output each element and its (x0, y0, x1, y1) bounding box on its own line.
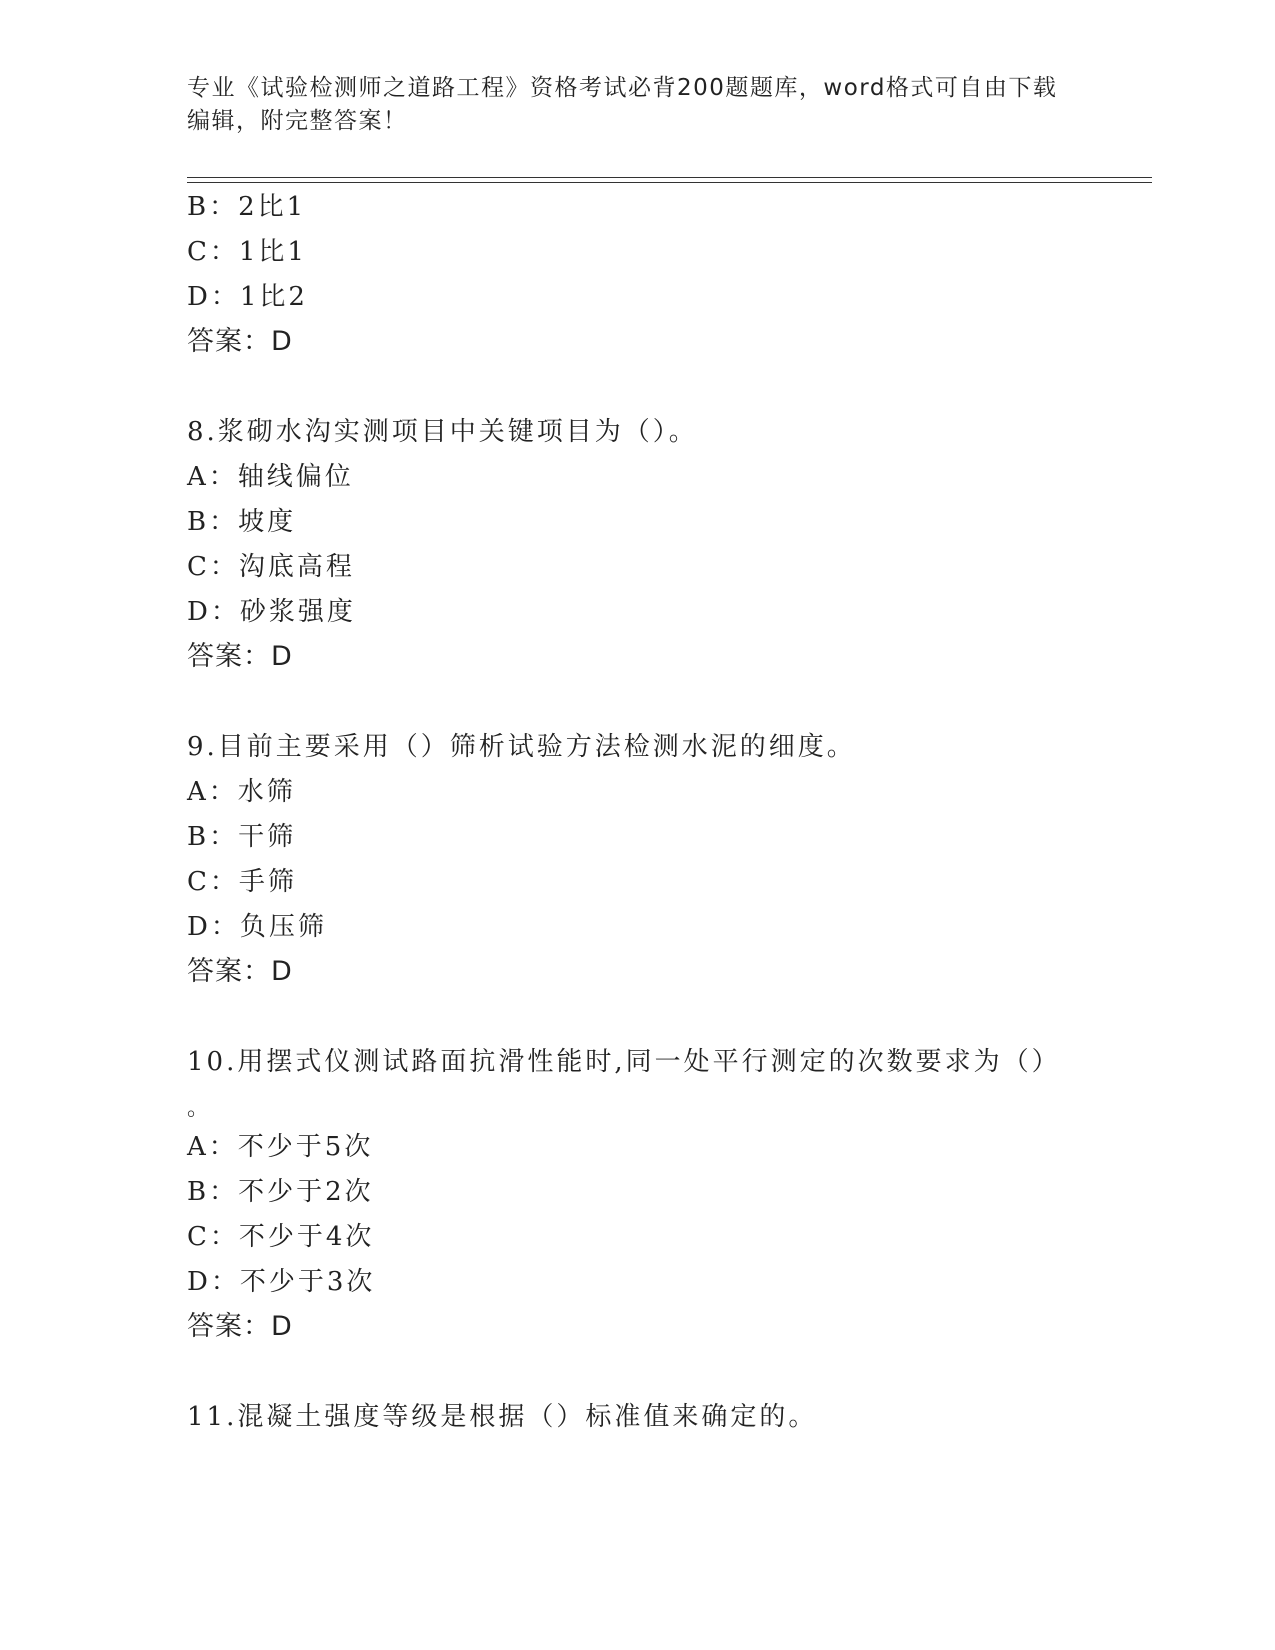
option-d: D：不少于3次 (187, 1267, 376, 1297)
option-a: A：水筛 (187, 777, 296, 807)
question-11-text: 11.混凝土强度等级是根据（）标准值来确定的。 (187, 1402, 818, 1432)
option-a: A：轴线偏位 (187, 462, 354, 492)
answer-line: 答案：D (187, 956, 293, 987)
question-10-text: 10.用摆式仪测试路面抗滑性能时,同一处平行测定的次数要求为（） (187, 1047, 1061, 1077)
option-c: C：不少于4次 (187, 1222, 375, 1252)
answer-line: 答案：D (187, 1311, 293, 1342)
option-c: C：沟底高程 (187, 552, 355, 582)
question-10-text-continued: 。 (187, 1096, 213, 1121)
question-8-text: 8.浆砌水沟实测项目中关键项目为（）。 (187, 417, 698, 447)
option-d: D：负压筛 (187, 912, 327, 942)
option-b: B：不少于2次 (187, 1177, 374, 1207)
option-b: B：2比1 (187, 192, 307, 222)
header-line-1: 专业《试验检测师之道路工程》资格考试必背200题题库，word格式可自由下载 (187, 75, 1058, 101)
header-line-2: 编辑，附完整答案！ (187, 108, 408, 134)
option-d: D：1比2 (187, 282, 308, 312)
option-c: C：1比1 (187, 237, 307, 267)
answer-line: 答案：D (187, 326, 293, 357)
question-9-text: 9.目前主要采用（）筛析试验方法检测水泥的细度。 (187, 732, 856, 762)
header-divider-bottom (187, 182, 1152, 183)
option-b: B：坡度 (187, 507, 297, 537)
answer-line: 答案：D (187, 641, 293, 672)
option-a: A：不少于5次 (187, 1132, 374, 1162)
option-b: B：干筛 (187, 822, 297, 852)
document-header (187, 72, 1087, 138)
option-d: D：砂浆强度 (187, 597, 356, 627)
header-divider-top (187, 177, 1152, 178)
option-c: C：手筛 (187, 867, 297, 897)
